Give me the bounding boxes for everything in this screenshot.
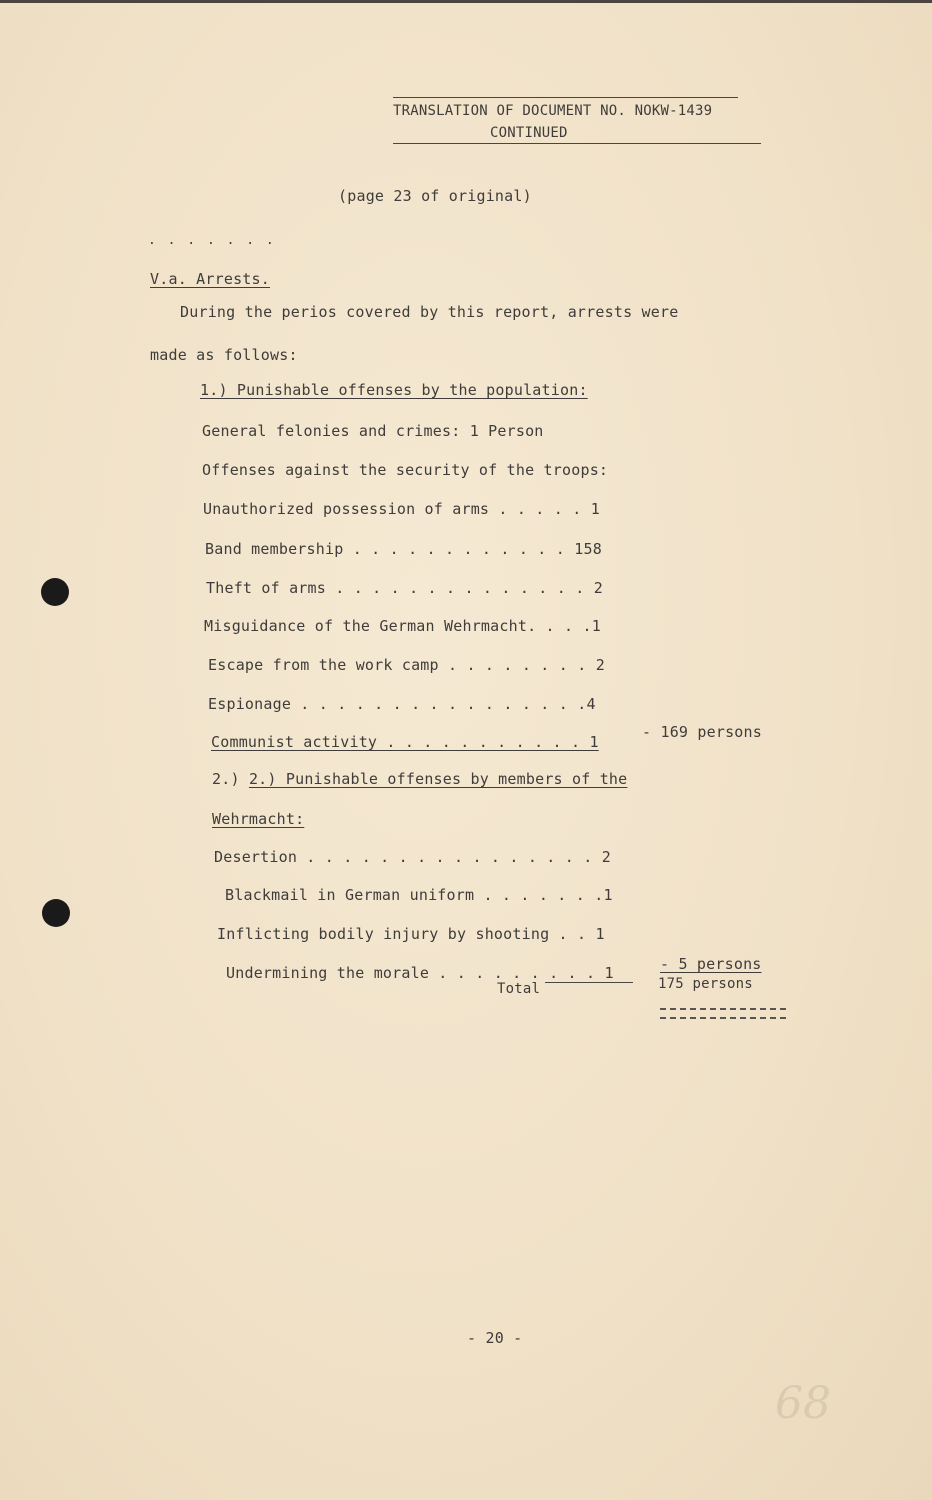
part2-subtotal: - 5 persons bbox=[660, 955, 762, 973]
page-top-edge bbox=[0, 0, 932, 3]
total-double-rule-top bbox=[660, 1008, 786, 1010]
offense-item: Theft of arms . . . . . . . . . . . . . . 2 bbox=[206, 579, 603, 597]
part2-heading: 2.) 2.) Punishable offenses by members of the bbox=[212, 770, 628, 788]
page-reference: (page 23 of original) bbox=[338, 187, 532, 205]
offense-item: Espionage . . . . . . . . . . . . . . . .4 bbox=[208, 695, 596, 713]
section-heading: V.a. Arrests. bbox=[150, 270, 270, 288]
header-top-rule bbox=[393, 97, 738, 98]
wehrmacht-offense-item: Desertion . . . . . . . . . . . . . . . . 2 bbox=[214, 848, 611, 866]
wehrmacht-offense-item-last: Undermining the morale . . . . . . . . . 1 bbox=[226, 964, 614, 982]
punch-hole bbox=[42, 899, 70, 927]
wehrmacht-offense-item: Inflicting bodily injury by shooting . . 1 bbox=[217, 925, 605, 943]
offense-item-last: Communist activity . . . . . . . . . . . 1 bbox=[211, 733, 599, 751]
total-value: 175 persons bbox=[658, 976, 753, 992]
intro-line-2: made as follows: bbox=[150, 346, 298, 364]
offense-item: Band membership . . . . . . . . . . . . 158 bbox=[205, 540, 602, 558]
part2-heading-text: 2.) Punishable offenses by members of the bbox=[248, 770, 628, 788]
omission-ellipsis: . . . . . . . bbox=[148, 233, 276, 248]
header-subtitle: CONTINUED bbox=[490, 125, 568, 141]
page-number: - 20 - bbox=[467, 1329, 523, 1347]
underline-morale bbox=[545, 982, 633, 983]
offense-item: Misguidance of the German Wehrmacht. . . .1 bbox=[204, 617, 601, 635]
part1-subtotal: - 169 persons bbox=[642, 723, 762, 741]
offense-item: Escape from the work camp . . . . . . . . 2 bbox=[208, 656, 605, 674]
header-bottom-rule bbox=[393, 143, 761, 144]
general-felonies-line: General felonies and crimes: 1 Person bbox=[202, 422, 544, 440]
pencil-mark: 68 bbox=[775, 1378, 831, 1429]
total-label: Total bbox=[497, 981, 541, 997]
part1-heading: 1.) Punishable offenses by the population: bbox=[200, 381, 588, 399]
part2-heading-cont: Wehrmacht: bbox=[212, 810, 305, 828]
total-double-rule-bottom bbox=[660, 1017, 786, 1019]
intro-line-1: During the perios covered by this report, arrests were bbox=[180, 303, 679, 321]
punch-hole bbox=[41, 578, 69, 606]
wehrmacht-offense-item: Blackmail in German uniform . . . . . . .1 bbox=[225, 886, 613, 904]
header-title: TRANSLATION OF DOCUMENT NO. NOKW-1439 bbox=[393, 103, 713, 119]
security-offenses-line: Offenses against the security of the troops: bbox=[202, 461, 609, 479]
offense-item: Unauthorized possession of arms . . . . . 1 bbox=[203, 500, 600, 518]
